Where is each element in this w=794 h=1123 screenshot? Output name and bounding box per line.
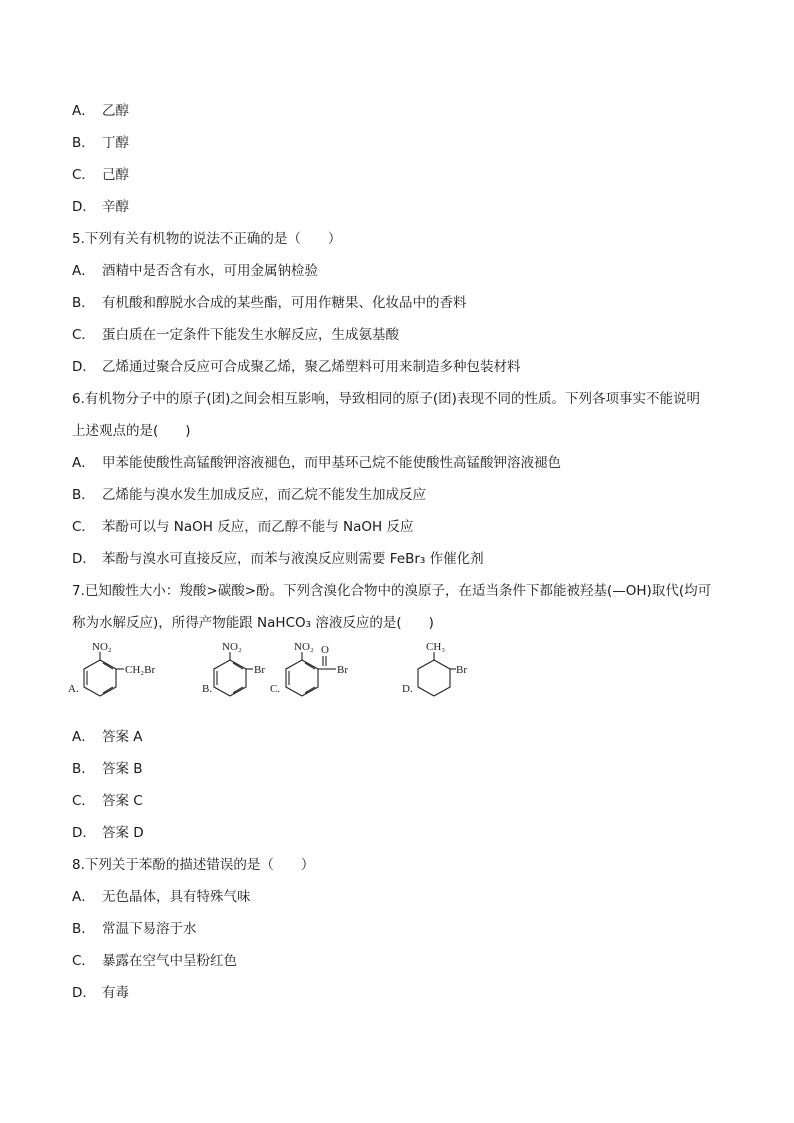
option-text: 乙烯能与溴水发生加成反应，而乙烷不能发生加成反应 [102,487,426,503]
substituent-top: NO₂ [92,641,112,653]
option-letter: C． [72,519,95,535]
option-text: 己醇 [102,167,129,183]
benzene-ring [286,660,318,696]
structure-d [400,640,490,724]
option-text: 无色晶体，具有特殊气味 [102,889,251,905]
option-text: 答案 A [102,729,143,745]
option-letter: B． [72,487,95,503]
option-letter: D． [72,551,96,567]
option-text: 常温下易溶于水 [102,921,197,937]
q8-option-b [72,920,197,938]
option-letter: C． [72,953,95,969]
option-letter: A． [72,889,95,905]
q4-option-c [72,166,129,184]
substituent-top: NO₂ [294,641,314,653]
structure-label: D. [402,683,413,695]
q8-option-c [72,952,237,970]
q7-option-d [72,824,144,842]
structure-c-drawing [270,640,370,720]
substituent-side: CH₂Br [125,664,156,676]
option-text: 乙烯通过聚合反应可合成聚乙烯，聚乙烯塑料可用来制造多种包装材料 [102,359,521,375]
option-letter: A． [72,103,95,119]
q8-stem: 8.下列关于苯酚的描述错误的是（ ） [72,857,315,873]
q5-option-b [72,294,467,312]
q6-option-a [72,454,561,472]
option-text: 苯酚可以与 NaOH 反应，而乙醇不能与 NaOH 反应 [102,519,414,535]
q4-option-a [72,102,129,120]
option-text: 甲苯能使酸性高锰酸钾溶液褪色，而甲基环己烷不能使酸性高锰酸钾溶液褪色 [102,455,561,471]
option-letter: A． [72,263,95,279]
structure-label: C. [270,683,281,695]
option-text: 答案 B [102,761,143,777]
option-text: 辛醇 [102,199,129,215]
option-text: 苯酚与溴水可直接反应，而苯与液溴反应则需要 FeBr₃ 作催化剂 [102,551,484,567]
option-letter: A． [72,729,95,745]
option-letter: B． [72,921,95,937]
q7-option-a [72,728,143,746]
substituent-side: Br [456,664,467,676]
substituent-side: Br [254,664,265,676]
q5-option-d [72,358,521,376]
option-letter: C． [72,167,95,183]
benzene-ring [214,660,246,696]
q5-option-c [72,326,399,344]
option-text: 丁醇 [102,135,129,151]
q8-option-d [72,984,129,1002]
q8-option-a [72,888,251,906]
structure-label: B. [202,683,213,695]
option-text: 乙醇 [102,103,129,119]
option-text: 酒精中是否含有水，可用金属钠检验 [102,263,318,279]
option-letter: B． [72,295,95,311]
q7-stem-line2: 称为水解反应)，所得产物能跟 NaHCO₃ 溶液反应的是( ) [72,615,434,631]
substituent-top: NO₂ [222,641,242,653]
option-letter: B． [72,135,95,151]
carbonyl-oxygen: O [321,644,329,656]
option-text: 蛋白质在一定条件下能发生水解反应，生成氨基酸 [102,327,399,343]
option-text: 有毒 [102,985,129,1001]
q5-stem: 5.下列有关有机物的说法不正确的是（ ） [72,231,342,247]
option-letter: B． [72,761,95,777]
option-letter: D． [72,199,96,215]
q6-stem-line2: 上述观点的是( ) [72,423,191,439]
benzene-ring [84,660,116,696]
q4-option-d [72,198,129,216]
option-letter: D． [72,359,96,375]
option-text: 答案 C [102,793,143,809]
structure-a [68,640,178,724]
option-letter: D． [72,825,96,841]
option-letter: C． [72,327,95,343]
option-letter: A． [72,455,95,471]
q5-option-a [72,262,318,280]
option-text: 暴露在空气中呈粉红色 [102,953,237,969]
q7-option-c [72,792,143,810]
option-letter: D． [72,985,96,1001]
q6-stem-line1: 6.有机物分子中的原子(团)之间会相互影响，导致相同的原子(团)表现不同的性质。下列各项事实不能说明 [72,391,700,407]
structure-c [270,640,370,724]
substituent-side: Br [337,664,348,676]
structure-d-drawing [400,640,490,720]
q6-option-b [72,486,426,504]
option-letter: C． [72,793,95,809]
q6-option-c [72,518,413,536]
structure-label: A. [68,683,79,695]
q7-option-b [72,760,143,778]
structure-a-drawing [68,640,178,720]
q4-option-b [72,134,129,152]
substituent-top: CH₃ [426,641,446,653]
option-text: 有机酸和醇脱水合成的某些酯，可用作糖果、化妆品中的香料 [102,295,467,311]
option-text: 答案 D [102,825,144,841]
cyclohexane-ring [418,660,450,696]
q7-stem-line1: 7.已知酸性大小：羧酸>碳酸>酚。下列含溴化合物中的溴原子，在适当条件下都能被羟基(—OH)取代(均可 [72,583,712,599]
q6-option-d [72,550,484,568]
